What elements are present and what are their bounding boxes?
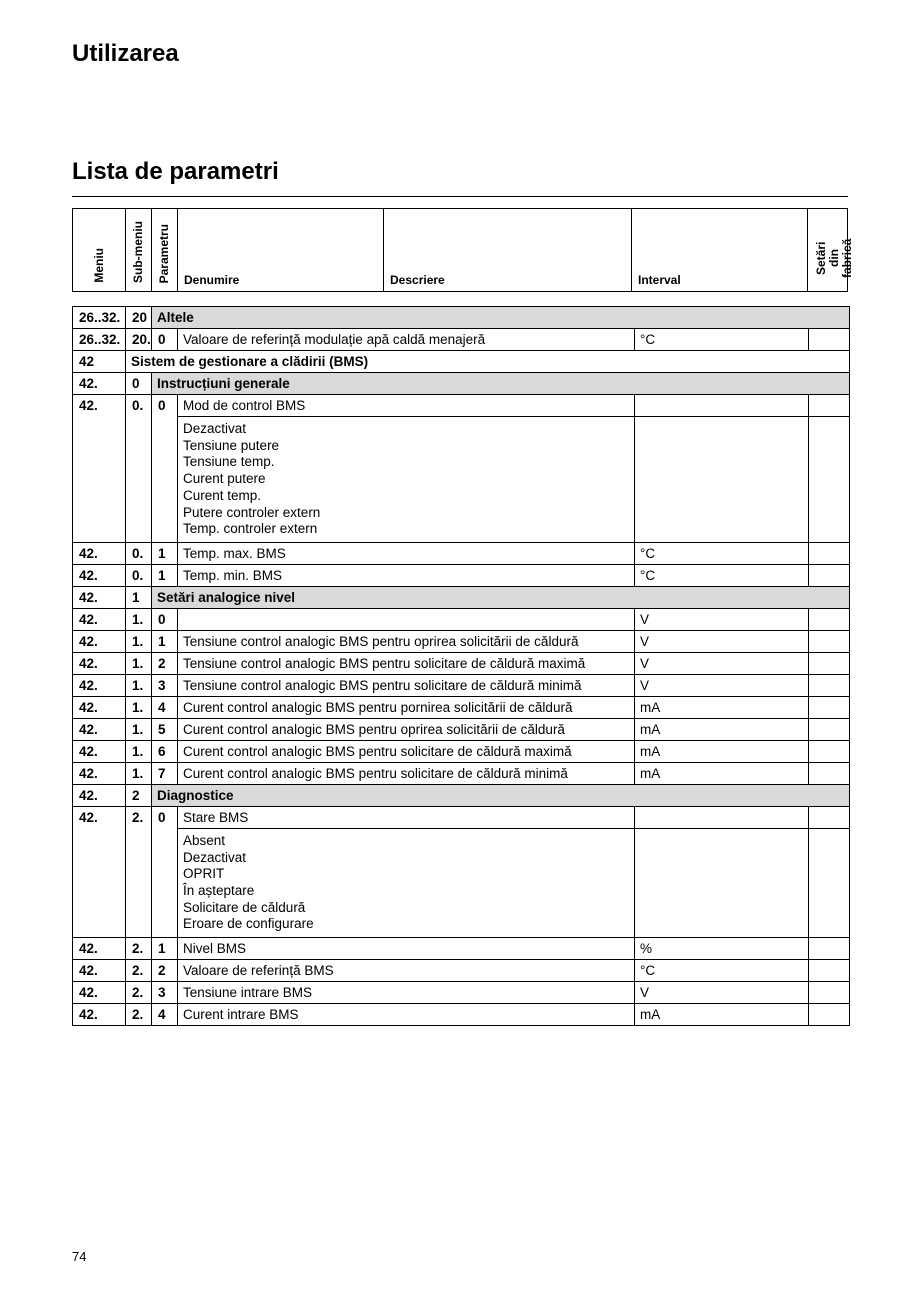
cell-factory	[809, 806, 850, 828]
cell-interval: %	[635, 938, 809, 960]
cell-submenu: 2.	[126, 982, 152, 1004]
cell-name: Tensiune intrare BMS	[178, 982, 635, 1004]
cell-interval: V	[635, 630, 809, 652]
cell-param: 0	[152, 608, 178, 630]
table-row	[73, 674, 850, 696]
option-item: Dezactivat	[183, 421, 247, 436]
cell-interval	[635, 395, 809, 417]
table-row	[73, 1004, 850, 1026]
option-item: Tensiune putere	[183, 437, 280, 453]
option-item: Solicitare de căldură	[183, 899, 306, 915]
table-row	[73, 960, 850, 982]
table-row	[73, 806, 850, 828]
list-title: Lista de parametri	[72, 158, 279, 185]
cell-menu: 42.	[73, 674, 126, 696]
cell-name: Curent control analogic BMS pentru solicitare de căldură minimă	[178, 762, 635, 784]
header-factory: Setări din fabrică	[808, 209, 848, 292]
cell-interval: V	[635, 674, 809, 696]
cell-menu: 42.	[73, 395, 126, 543]
table-row-options	[73, 417, 850, 543]
table-row	[73, 652, 850, 674]
table-row	[73, 608, 850, 630]
cell-submenu: 2.	[126, 806, 152, 937]
cell-name: Valoare de referință modulație apă caldă menajeră	[178, 329, 635, 351]
cell-factory	[809, 740, 850, 762]
cell-interval: mA	[635, 1004, 809, 1026]
cell-submenu: 1.	[126, 608, 152, 630]
cell-menu: 42.	[73, 373, 126, 395]
cell-submenu: 1	[126, 586, 152, 608]
cell-menu: 26..32.	[73, 329, 126, 351]
cell-submenu: 2	[126, 784, 152, 806]
cell-interval: mA	[635, 696, 809, 718]
group-label: Sistem de gestionare a clădirii (BMS)	[126, 351, 850, 373]
option-item: Curent putere	[183, 471, 266, 487]
table-row	[73, 542, 850, 564]
cell-param: 4	[152, 696, 178, 718]
cell-menu: 42.	[73, 784, 126, 806]
cell-param: 4	[152, 1004, 178, 1026]
cell-factory	[809, 608, 850, 630]
cell-menu: 42.	[73, 564, 126, 586]
group-label: Instrucțiuni generale	[152, 373, 850, 395]
cell-submenu: 0.	[126, 564, 152, 586]
cell-submenu: 1.	[126, 740, 152, 762]
cell-param: 3	[152, 982, 178, 1004]
cell-menu: 42.	[73, 740, 126, 762]
section-title: Utilizarea	[72, 40, 179, 67]
cell-factory	[809, 696, 850, 718]
cell-interval	[635, 417, 809, 543]
cell-interval: mA	[635, 762, 809, 784]
table-row	[73, 373, 850, 395]
table-row	[73, 762, 850, 784]
cell-param: 1	[152, 542, 178, 564]
cell-factory	[809, 762, 850, 784]
cell-factory	[809, 630, 850, 652]
cell-interval: °C	[635, 329, 809, 351]
table-row	[73, 586, 850, 608]
cell-name	[178, 608, 635, 630]
cell-factory	[809, 564, 850, 586]
cell-factory	[809, 982, 850, 1004]
table-row	[73, 740, 850, 762]
cell-name: Tensiune control analogic BMS pentru solicitare de căldură maximă	[178, 652, 635, 674]
table-row	[73, 395, 850, 417]
option-item: Absent	[183, 832, 226, 848]
cell-param: 0	[152, 329, 178, 351]
parameter-table	[72, 306, 850, 1026]
header-name: Denumire	[178, 209, 384, 292]
cell-interval: °C	[635, 564, 809, 586]
cell-param: 7	[152, 762, 178, 784]
cell-submenu: 1.	[126, 696, 152, 718]
table-row	[73, 307, 850, 329]
cell-submenu: 1.	[126, 718, 152, 740]
cell-factory	[809, 960, 850, 982]
cell-interval: V	[635, 608, 809, 630]
cell-menu: 42.	[73, 718, 126, 740]
cell-param: 0	[152, 806, 178, 937]
cell-factory	[809, 417, 850, 543]
option-item: În așteptare	[183, 883, 255, 899]
header-param: Parametru	[152, 209, 178, 292]
header-description: Descriere	[384, 209, 632, 292]
cell-factory	[809, 718, 850, 740]
cell-name: Stare BMS	[178, 806, 635, 828]
options-list	[178, 828, 635, 937]
option-item: Tensiune temp.	[183, 454, 275, 470]
cell-factory	[809, 828, 850, 937]
cell-name: Mod de control BMS	[178, 395, 635, 417]
cell-menu: 42	[73, 351, 126, 373]
cell-menu: 42.	[73, 608, 126, 630]
group-label: Diagnostice	[152, 784, 850, 806]
cell-name: Tensiune control analogic BMS pentru oprirea solicitării de căldură	[178, 630, 635, 652]
cell-factory	[809, 1004, 850, 1026]
cell-name: Curent control analogic BMS pentru solicitare de căldură maximă	[178, 740, 635, 762]
cell-menu: 42.	[73, 982, 126, 1004]
cell-submenu: 1.	[126, 674, 152, 696]
cell-factory	[809, 395, 850, 417]
table-row	[73, 630, 850, 652]
cell-factory	[809, 938, 850, 960]
cell-param: 0	[152, 395, 178, 543]
cell-interval: mA	[635, 718, 809, 740]
cell-menu: 42.	[73, 938, 126, 960]
option-item: Temp. controler extern	[183, 521, 318, 537]
header-interval: Interval	[632, 209, 808, 292]
table-row	[73, 329, 850, 351]
cell-submenu: 1.	[126, 630, 152, 652]
cell-interval: V	[635, 982, 809, 1004]
cell-interval	[635, 828, 809, 937]
page-number: 74	[72, 1249, 87, 1264]
cell-submenu: 20.	[126, 329, 152, 351]
table-row	[73, 718, 850, 740]
option-item: Eroare de configurare	[183, 916, 314, 932]
cell-menu: 42.	[73, 696, 126, 718]
cell-param: 1	[152, 564, 178, 586]
cell-interval: °C	[635, 960, 809, 982]
cell-interval: V	[635, 652, 809, 674]
cell-menu: 42.	[73, 1004, 126, 1026]
cell-submenu: 1.	[126, 652, 152, 674]
cell-name: Tensiune control analogic BMS pentru solicitare de căldură minimă	[178, 674, 635, 696]
cell-name: Valoare de referință BMS	[178, 960, 635, 982]
cell-menu: 42.	[73, 586, 126, 608]
cell-interval: mA	[635, 740, 809, 762]
table-row-options	[73, 828, 850, 937]
cell-name: Curent control analogic BMS pentru pornirea solicitării de căldură	[178, 696, 635, 718]
table-row	[73, 564, 850, 586]
cell-factory	[809, 329, 850, 351]
cell-submenu: 2.	[126, 1004, 152, 1026]
cell-name: Temp. max. BMS	[178, 542, 635, 564]
cell-submenu: 0	[126, 373, 152, 395]
cell-submenu: 20	[126, 307, 152, 329]
cell-param: 2	[152, 652, 178, 674]
option-item: Curent temp.	[183, 487, 262, 503]
cell-param: 3	[152, 674, 178, 696]
cell-name: Curent intrare BMS	[178, 1004, 635, 1026]
cell-param: 5	[152, 718, 178, 740]
cell-factory	[809, 652, 850, 674]
cell-menu: 42.	[73, 652, 126, 674]
table-row	[73, 784, 850, 806]
cell-interval	[635, 806, 809, 828]
cell-submenu: 0.	[126, 395, 152, 543]
group-label: Altele	[152, 307, 850, 329]
cell-param: 2	[152, 960, 178, 982]
cell-menu: 42.	[73, 542, 126, 564]
table-row	[73, 982, 850, 1004]
cell-name: Curent control analogic BMS pentru oprirea solicitării de căldură	[178, 718, 635, 740]
option-item: Putere controler extern	[183, 504, 321, 520]
table-row	[73, 938, 850, 960]
cell-param: 1	[152, 630, 178, 652]
cell-name: Temp. min. BMS	[178, 564, 635, 586]
option-item: OPRIT	[183, 866, 225, 882]
cell-param: 6	[152, 740, 178, 762]
table-row	[73, 351, 850, 373]
title-rule	[72, 196, 848, 197]
option-item: Dezactivat	[183, 849, 247, 865]
cell-submenu: 1.	[126, 762, 152, 784]
cell-menu: 42.	[73, 762, 126, 784]
cell-factory	[809, 674, 850, 696]
header-menu: Meniu	[73, 209, 126, 292]
header-submenu: Sub-meniu	[126, 209, 152, 292]
group-label: Setări analogice nivel	[152, 586, 850, 608]
cell-param: 1	[152, 938, 178, 960]
cell-menu: 42.	[73, 960, 126, 982]
cell-submenu: 2.	[126, 960, 152, 982]
table-row	[73, 696, 850, 718]
cell-menu: 42.	[73, 806, 126, 937]
cell-submenu: 2.	[126, 938, 152, 960]
table-header	[72, 208, 854, 292]
cell-factory	[809, 542, 850, 564]
cell-menu: 26..32.	[73, 307, 126, 329]
cell-submenu: 0.	[126, 542, 152, 564]
cell-interval: °C	[635, 542, 809, 564]
cell-name: Nivel BMS	[178, 938, 635, 960]
options-list	[178, 417, 635, 543]
cell-menu: 42.	[73, 630, 126, 652]
